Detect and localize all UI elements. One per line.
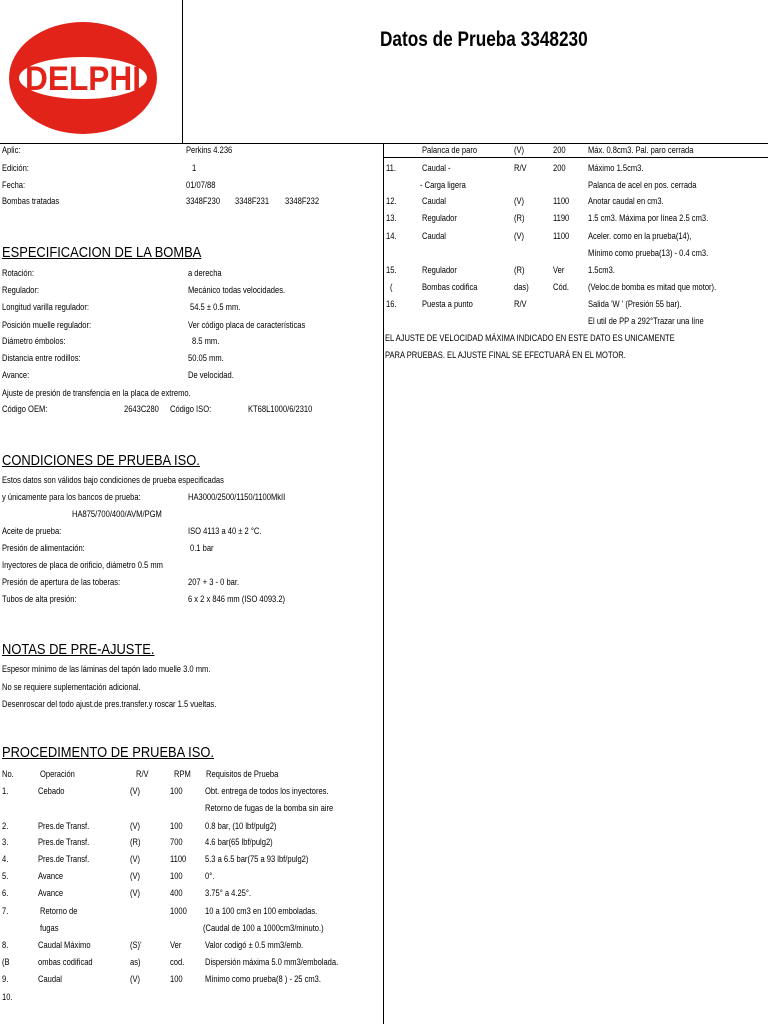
- right-requirement: Aceler. como en la prueba(14),: [588, 231, 692, 241]
- bombas-value-3: 3348F232: [285, 196, 320, 206]
- right-rpm: 200: [553, 163, 566, 173]
- aplic-value: Perkins 4.236: [186, 145, 233, 155]
- right-operation: Caudal -: [422, 163, 451, 173]
- proc-operation: Pres.de Transf.: [38, 854, 90, 864]
- right-operation: - Carga ligera: [420, 180, 466, 190]
- proc-no: 10.: [2, 992, 13, 1002]
- iso-value: KT68L1000/6/2310: [248, 404, 313, 414]
- spec-label: Posición muelle regulador:: [2, 320, 92, 330]
- right-no: 12.: [386, 196, 397, 206]
- divider-vertical-logo: [182, 0, 183, 143]
- right-requirement: Máximo 1.5cm3.: [588, 163, 644, 173]
- proc-operation: Caudal: [38, 974, 62, 984]
- spec-value: 8.5 mm.: [192, 336, 220, 346]
- proc-rv: as): [130, 957, 141, 967]
- right-operation: Regulador: [422, 265, 457, 275]
- spec-label: Regulador:: [2, 285, 39, 295]
- right-rv: (R): [514, 265, 525, 275]
- proc-requirement: 0.8 bar, (10 lbf/pulg2): [205, 821, 277, 831]
- condiciones-heading: CONDICIONES DE PRUEBA ISO.: [2, 452, 200, 469]
- right-operation: Palanca de paro: [422, 145, 478, 155]
- right-requirement: 1.5cm3.: [588, 265, 615, 275]
- proc-rpm: 100: [170, 974, 183, 984]
- proc-operation: Pres.de Transf.: [38, 837, 90, 847]
- condiciones-line-2-value: HA3000/2500/1150/1100MkII: [188, 492, 286, 502]
- bombas-value-1: 3348F230: [186, 196, 221, 206]
- nota-line: Desenroscar del todo ajust.de pres.transfer.y roscar 1.5 vueltas.: [2, 699, 217, 709]
- oem-label: Código OEM:: [2, 404, 48, 414]
- proc-rv: (R): [130, 837, 141, 847]
- proc-operation: Caudal Máximo: [38, 940, 91, 950]
- proc-no: 1.: [2, 786, 9, 796]
- logo-text: DELPHI: [25, 60, 141, 98]
- proc-operation: Retorno de: [40, 906, 78, 916]
- tubos-value: 6 x 2 x 846 mm (ISO 4093.2): [188, 594, 286, 604]
- proc-no: 5.: [2, 871, 9, 881]
- proc-requirement: (Caudal de 100 a 1000cm3/minuto.): [203, 923, 324, 933]
- proc-operation: Pres.de Transf.: [38, 821, 90, 831]
- proc-operation: Cebado: [38, 786, 65, 796]
- right-no: 13.: [386, 213, 397, 223]
- proc-requirement: 4.6 bar(65 lbf/pulg2): [205, 837, 273, 847]
- right-rpm: 1190: [553, 213, 570, 223]
- proc-requirement: Dispersión máxima 5.0 mm3/embolada.: [205, 957, 339, 967]
- alimentacion-label: Presión de alimentación:: [2, 543, 85, 553]
- proc-no: 2.: [2, 821, 9, 831]
- aceite-value: ISO 4113 a 40 ± 2 °C.: [188, 526, 262, 536]
- procedimiento-heading: PROCEDIMENTO DE PRUEBA ISO.: [2, 744, 214, 761]
- spec-label: Avance:: [2, 370, 30, 380]
- right-operation: Bombas codifica: [422, 282, 478, 292]
- tubos-label: Tubos de alta presión:: [2, 594, 77, 604]
- proc-rv: (V): [130, 888, 141, 898]
- alimentacion-value: 0.1 bar: [190, 543, 214, 553]
- right-requirement: Máx. 0.8cm3. Pal. paro cerrada: [588, 145, 694, 155]
- proc-no: 6.: [2, 888, 9, 898]
- spec-value: a derecha: [188, 268, 222, 278]
- right-rv: (V): [514, 196, 525, 206]
- right-operation: Puesta a punto: [422, 299, 473, 309]
- ajuste-note-line-2: PARA PRUEBAS. EL AJUSTE FINAL SE EFECTUARÁ EN EL MOTOR.: [385, 350, 626, 360]
- proc-operation: Avance: [38, 888, 64, 898]
- delphi-logo: [8, 20, 158, 136]
- proc-rpm: 100: [170, 871, 183, 881]
- col-req-header: Requisitos de Prueba: [206, 769, 279, 779]
- right-operation: Regulador: [422, 213, 457, 223]
- right-rpm: 1100: [553, 231, 570, 241]
- proc-rv: (V): [130, 854, 141, 864]
- proc-rv: (V): [130, 974, 141, 984]
- right-rpm: 1100: [553, 196, 570, 206]
- right-requirement: Mínimo como prueba(13) - 0.4 cm3.: [588, 248, 709, 258]
- right-requirement: Palanca de acel en pos. cerrada: [588, 180, 697, 190]
- right-rpm: Ver: [553, 265, 565, 275]
- proc-requirement: 10 a 100 cm3 en 100 emboladas.: [205, 906, 318, 916]
- proc-rpm: 100: [170, 786, 183, 796]
- proc-rpm: cod.: [170, 957, 185, 967]
- right-requirement: (Veloc.de bomba es mitad que motor).: [588, 282, 717, 292]
- fecha-value: 01/07/88: [186, 180, 216, 190]
- bombas-label: Bombas tratadas: [2, 196, 60, 206]
- proc-requirement: 3.75° a 4.25°.: [205, 888, 251, 898]
- proc-requirement: 0°.: [205, 871, 215, 881]
- proc-operation: fugas: [40, 923, 59, 933]
- aceite-label: Aceite de prueba:: [2, 526, 62, 536]
- toberas-value: 207 + 3 - 0 bar.: [188, 577, 240, 587]
- right-rpm: Cód.: [553, 282, 569, 292]
- proc-requirement: 5.3 a 6.5 bar(75 a 93 lbf/pulg2): [205, 854, 309, 864]
- iso-label: Código ISO:: [170, 404, 212, 414]
- col-no-header: No.: [2, 769, 14, 779]
- proc-rv: (V): [130, 871, 141, 881]
- proc-requirement: Retorno de fugas de la bomba sin aire: [205, 803, 334, 813]
- proc-rv: (V): [130, 821, 141, 831]
- ajuste-note-line-1: EL AJUSTE DE VELOCIDAD MÁXIMA INDICADO EN ESTE DATO ES UNICAMENTE: [385, 333, 675, 343]
- col-op-header: Operación: [40, 769, 75, 779]
- spec-value: 50.05 mm.: [188, 353, 224, 363]
- proc-rpm: 1100: [170, 854, 187, 864]
- right-rv: (V): [514, 145, 525, 155]
- proc-operation: ombas codificad: [38, 957, 93, 967]
- spec-label: Rotación:: [2, 268, 34, 278]
- proc-rpm: 400: [170, 888, 183, 898]
- proc-operation: Avance: [38, 871, 64, 881]
- proc-no: (B: [2, 957, 10, 967]
- right-requirement: Salida 'W ' (Presión 55 bar).: [588, 299, 682, 309]
- right-rv: (R): [514, 213, 525, 223]
- col-rpm-header: RPM: [174, 769, 191, 779]
- proc-rpm: 700: [170, 837, 183, 847]
- divider-header-bottom: [0, 143, 768, 144]
- divider-right-under-first-row: [383, 157, 768, 158]
- proc-no: 3.: [2, 837, 9, 847]
- proc-rv: (V): [130, 786, 141, 796]
- right-requirement: Anotar caudal en cm3.: [588, 196, 664, 206]
- proc-requirement: Valor codigó ± 0.5 mm3/emb.: [205, 940, 304, 950]
- page-title: Datos de Prueba 3348230: [380, 28, 588, 51]
- nota-line: No se requiere suplementación adicional.: [2, 682, 141, 692]
- proc-requirement: Obt. entrega de todos los inyectores.: [205, 786, 329, 796]
- right-rv: R/V: [514, 299, 527, 309]
- divider-vertical-main: [383, 143, 384, 1024]
- aplic-label: Aplic:: [2, 145, 21, 155]
- condiciones-line-1: Estos datos son válidos bajo condiciones de prueba especificadas: [2, 475, 224, 485]
- right-rpm: 200: [553, 145, 566, 155]
- proc-requirement: Mínimo como prueba(8 ) - 25 cm3.: [205, 974, 321, 984]
- right-rv: (V): [514, 231, 525, 241]
- right-no: 11.: [386, 163, 396, 173]
- condiciones-line-2-label: y únicamente para los bancos de prueba:: [2, 492, 141, 502]
- proc-no: 8.: [2, 940, 9, 950]
- nota-line: Espesor mínimo de las láminas del tapón lado muelle 3.0 mm.: [2, 664, 211, 674]
- spec-label: Diámetro émbolos:: [2, 336, 66, 346]
- spec-note: Ajuste de presión de transfencia en la placa de extremo.: [2, 388, 191, 398]
- inyectores-text: Inyectores de placa de orificio, diámetro 0.5 mm: [2, 560, 163, 570]
- spec-value: Ver código placa de características: [188, 320, 306, 330]
- proc-rpm: 1000: [170, 906, 187, 916]
- proc-rpm: Ver: [170, 940, 182, 950]
- right-no: (: [390, 282, 393, 292]
- col-rv-header: R/V: [136, 769, 149, 779]
- spec-value: Mecánico todas velocidades.: [188, 285, 286, 295]
- right-rv: das): [514, 282, 529, 292]
- right-no: 14.: [386, 231, 397, 241]
- edicion-label: Edición:: [2, 163, 29, 173]
- edicion-value: 1: [192, 163, 197, 173]
- proc-rv: (S)': [130, 940, 142, 950]
- proc-rpm: 100: [170, 821, 183, 831]
- condiciones-line-3: HA875/700/400/AVM/PGM: [72, 509, 162, 519]
- right-no: 15.: [386, 265, 397, 275]
- right-requirement: 1.5 cm3. Máxima por línea 2.5 cm3.: [588, 213, 709, 223]
- spec-label: Distancia entre rodillos:: [2, 353, 81, 363]
- especificacion-heading: ESPECIFICACION DE LA BOMBA: [2, 244, 202, 261]
- right-operation: Caudal: [422, 196, 446, 206]
- bombas-value-2: 3348F231: [235, 196, 270, 206]
- proc-no: 9.: [2, 974, 9, 984]
- spec-value: De velocidad.: [188, 370, 234, 380]
- fecha-label: Fecha:: [2, 180, 26, 190]
- toberas-label: Presión de apertura de las toberas:: [2, 577, 121, 587]
- notas-heading: NOTAS DE PRE-AJUSTE.: [2, 641, 155, 658]
- right-no: 16.: [386, 299, 397, 309]
- right-requirement: El util de PP a 292°Trazar una líne: [588, 316, 704, 326]
- proc-no: 7.: [2, 906, 9, 916]
- spec-label: Longitud varilla regulador:: [2, 302, 90, 312]
- proc-no: 4.: [2, 854, 9, 864]
- right-operation: Caudal: [422, 231, 446, 241]
- spec-value: 54.5 ± 0.5 mm.: [190, 302, 241, 312]
- right-rv: R/V: [514, 163, 527, 173]
- oem-value: 2643C280: [124, 404, 159, 414]
